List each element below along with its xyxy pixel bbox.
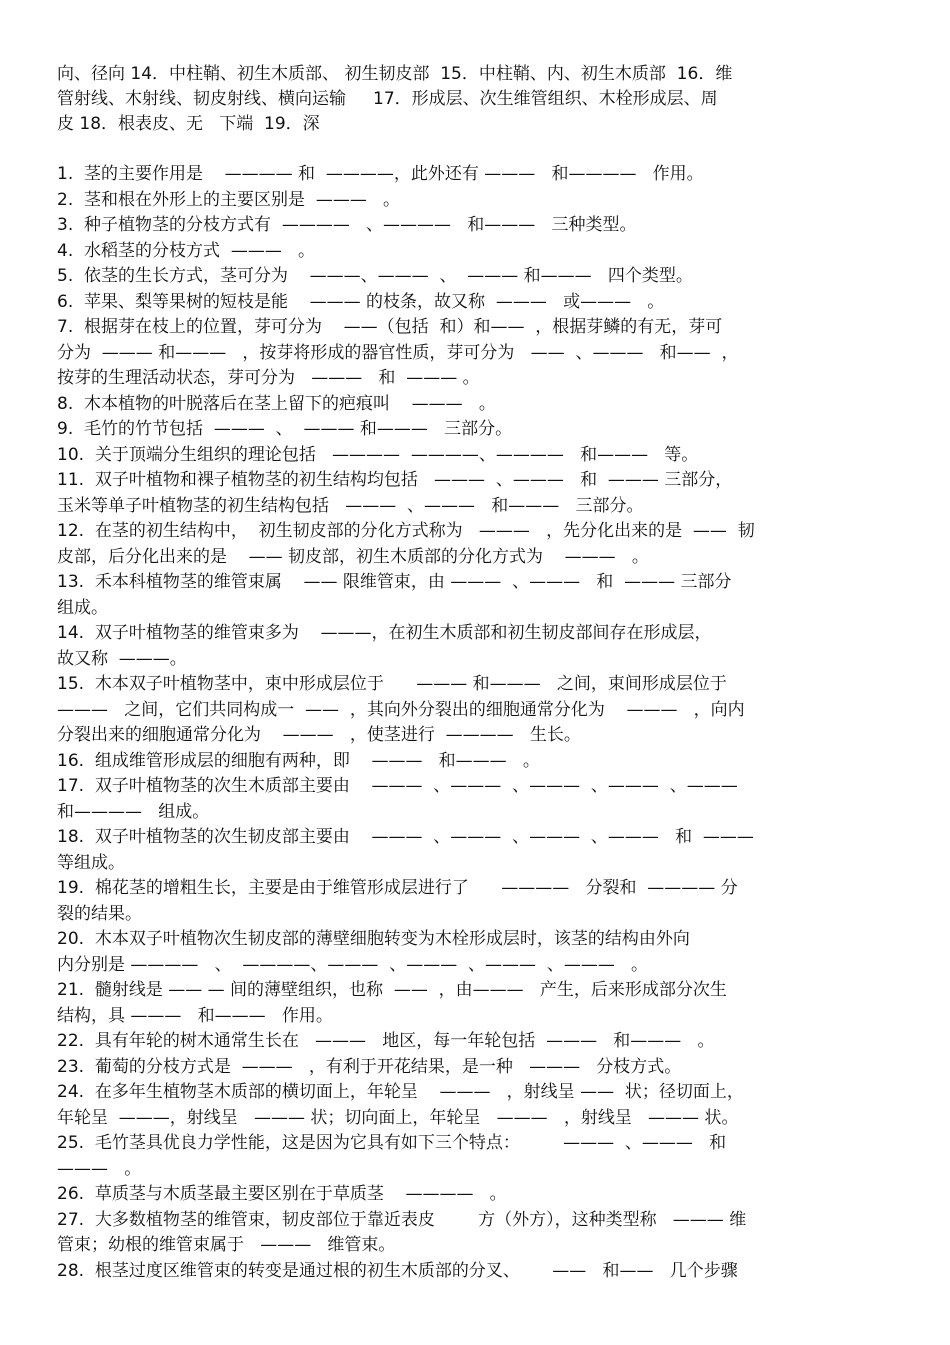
- question-line: 3. 种子植物茎的分枝方式有 ———— 、———— 和——— 三种类型。: [57, 215, 637, 235]
- question-line: 内分别是 ———— 、 ————、——— 、——— 、——— 、——— 。: [57, 954, 649, 975]
- question-line: 年轮呈 ———，射线呈 ——— 状；切向面上，年轮呈 ——— ，射线呈 ——— 状。: [57, 1107, 739, 1128]
- question-line: 8. 木本植物的叶脱落后在茎上留下的疤痕叫 ——— 。: [57, 393, 496, 414]
- question-line: 5. 依茎的生长方式，茎可分为 ———、——— 、 ——— 和——— 四个类型。: [57, 266, 693, 286]
- question-line: 分裂出来的细胞通常分化为 ——— ，使茎进行 ———— 生长。: [57, 725, 581, 745]
- question-line: 15. 木本双子叶植物茎中，束中形成层位于 ——— 和——— 之间，束间形成层位于: [57, 674, 727, 694]
- fill-in-question-list: [57, 162, 907, 1284]
- question-line: 4. 水稻茎的分枝方式 ——— 。: [57, 240, 316, 261]
- answer-line: 管射线、木射线、韧皮射线、横向运输 17．形成层、次生维管组织、木栓形成层、周: [57, 89, 718, 109]
- question-line: 22. 具有年轮的树木通常生长在 ——— 地区，每一年轮包括 ——— 和——— 。: [57, 1031, 715, 1051]
- question-line: 分为 ——— 和——— ，按芽将形成的器官性质，芽可分为 —— 、——— 和—— ，: [57, 342, 739, 363]
- question-line: 19. 棉花茎的增粗生长，主要是由于维管形成层进行了 ———— 分裂和 ———— 分: [57, 878, 738, 898]
- question-line: 裂的结果。: [57, 903, 142, 924]
- question-line: 14. 双子叶植物茎的维管束多为 ———，在初生木质部和初生韧皮部间存在形成层，: [57, 623, 712, 643]
- question-line: ——— 。: [57, 1158, 142, 1179]
- question-line: 结构，具 ——— 和——— 作用。: [57, 1005, 333, 1026]
- question-line: 组成。: [57, 597, 108, 618]
- question-line: 皮部，后分化出来的是 —— 韧皮部，初生木质部的分化方式为 ——— 。: [57, 546, 649, 567]
- question-line: 17. 双子叶植物茎的次生木质部主要由 ——— 、——— 、——— 、——— 、———: [57, 776, 738, 796]
- question-line: 6. 苹果、梨等果树的短枝是能 ——— 的枝条，故又称 ——— 或——— 。: [57, 291, 665, 312]
- question-line: 2. 茎和根在外形上的主要区别是 ——— 。: [57, 189, 401, 210]
- question-line: 24. 在多年生植物茎木质部的横切面上，年轮呈 ——— ，射线呈 —— 状；径切面上，: [57, 1082, 744, 1102]
- question-line: 和———— 组成。: [57, 801, 210, 822]
- question-line: 11. 双子叶植物和裸子植物茎的初生结构均包括 ——— 、——— 和 ——— 三部分，: [57, 470, 733, 490]
- question-line: 9. 毛竹的竹节包括 ——— 、 ——— 和——— 三部分。: [57, 419, 513, 439]
- question-line: 1. 茎的主要作用是 ———— 和 ————，此外还有 ——— 和———— 作用。: [57, 164, 704, 184]
- question-line: 28. 根茎过度区维管束的转变是通过根的初生木质部的分叉、 —— 和—— 几个步骤: [57, 1260, 738, 1281]
- question-line: ——— 之间，它们共同构成一 —— ，其向外分裂出的细胞通常分化为 ——— ，向内: [57, 699, 745, 720]
- question-line: 18. 双子叶植物茎的次生韧皮部主要由 ——— 、——— 、——— 、——— 和 ———: [57, 827, 754, 847]
- question-line: 23. 葡萄的分枝方式是 ——— ，有利于开花结果，是一种 ——— 分枝方式。: [57, 1056, 682, 1077]
- question-line: 27. 大多数植物茎的维管束，韧皮部位于靠近表皮 方（外方），这种类型称 ——— 维: [57, 1209, 747, 1230]
- question-line: 7. 根据芽在枝上的位置，芽可分为 ——（包括 和）和—— ，根据芽鳞的有无，芽可: [57, 317, 723, 337]
- question-line: 管束；幼根的维管束属于 ——— 维管束。: [57, 1235, 396, 1255]
- question-line: 故又称 ———。: [57, 648, 187, 669]
- answer-line: 皮 18．根表皮、无 下端 19．深: [57, 114, 320, 134]
- answer-continuation-block: [57, 62, 907, 137]
- question-line: 16. 组成维管形成层的细胞有两种，即 ——— 和——— 。: [57, 750, 540, 771]
- answer-line: 向、径向 14．中柱鞘、初生木质部、 初生韧皮部 15．中柱鞘、内、初生木质部 16．维: [57, 64, 733, 84]
- question-line: 20. 木本双子叶植物次生韧皮部的薄壁细胞转变为木栓形成层时，该茎的结构由外向: [57, 929, 690, 949]
- question-line: 25. 毛竹茎具优良力学性能，这是因为它具有如下三个特点： ——— 、——— 和: [57, 1133, 727, 1153]
- question-line: 21. 髓射线是 —— — 间的薄壁组织，也称 —— ，由——— 产生，后来形成部分次生: [57, 980, 727, 1000]
- question-line: 玉米等单子叶植物茎的初生结构包括 ——— 、——— 和——— 三部分。: [57, 495, 644, 516]
- question-line: 按芽的生理活动状态，芽可分为 ——— 和 ——— 。: [57, 368, 480, 388]
- question-line: 13. 禾本科植物茎的维管束属 —— 限维管束，由 ——— 、——— 和 ——— 三部分: [57, 572, 732, 592]
- question-line: 12. 在茎的初生结构中， 初生韧皮部的分化方式称为 ——— ，先分化出来的是 —— 韧: [57, 521, 755, 541]
- question-line: 10. 关于顶端分生组织的理论包括 ———— ————、———— 和——— 等。: [57, 444, 699, 465]
- question-line: 等组成。: [57, 852, 125, 873]
- question-line: 26. 草质茎与木质茎最主要区别在于草质茎 ———— 。: [57, 1184, 507, 1204]
